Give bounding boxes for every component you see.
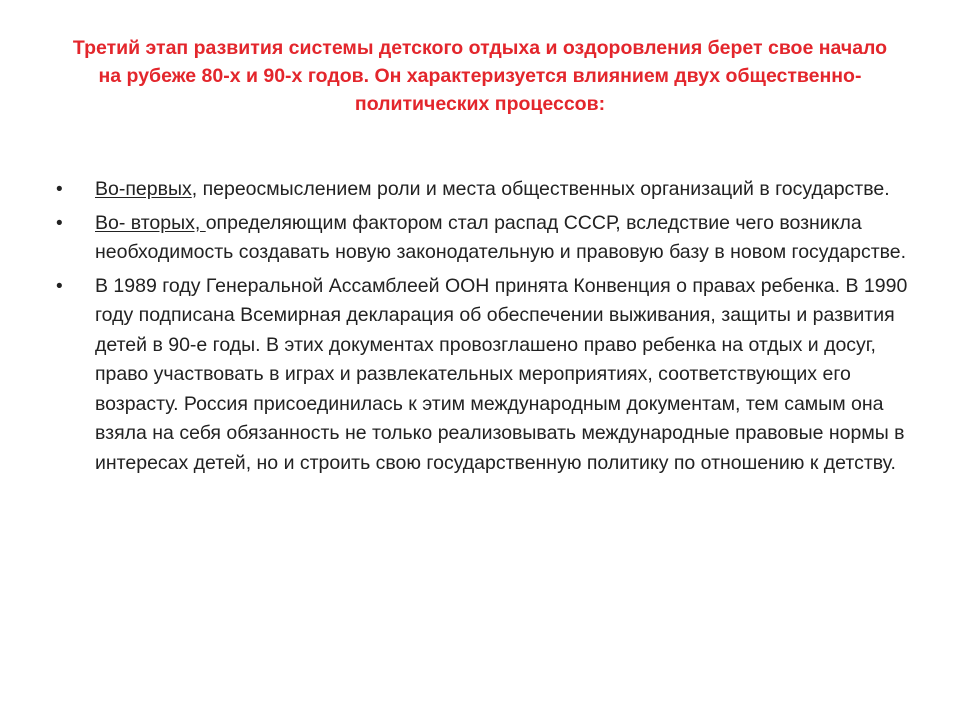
bullet-icon: •	[56, 212, 63, 234]
bullet-text: , переосмыслением роли и места общественных организаций в государстве.	[191, 178, 890, 200]
bullet-item-3	[56, 272, 916, 479]
slide-title: Третий этап развития системы детского отдыха и оздоровления берет свое начало на рубеже 80-х и 90-х годов. Он характеризуется влиянием двух общественно- политических процессов:	[72, 37, 888, 115]
bullet-item-2	[56, 209, 916, 268]
bullet-icon: •	[56, 179, 63, 200]
bullet-text: В 1989 году Генеральной Ассамблеей ООН принята Конвенция о правах ребенка. В 1990 году подписана Всемирная декларация об обеспечении выживания, защиты и развития детей в 90-е годы. В этих документах провозглашено право ребенка на отдых и досуг, право участвовать в играх и развлекательных мероприятиях, соответствующих его возрасту. Россия присоединилась к этим международным документам, тем самым она взяла на себя обязанность не только реализовывать международные правовые нормы в интересах детей, но и строить свою государственную политику по отношению к детству.	[95, 274, 908, 474]
bullet-item-1	[56, 175, 916, 205]
bullet-lead: Во- вторых,	[95, 211, 206, 234]
bullet-text: определяющим фактором стал распад СССР, вследствие чего возникла необходимость создавать новую законодательную и правовую базу в новом государстве.	[95, 211, 907, 263]
bullet-list	[56, 175, 916, 482]
bullet-lead: Во-первых	[95, 178, 192, 200]
bullet-icon: •	[56, 275, 63, 297]
